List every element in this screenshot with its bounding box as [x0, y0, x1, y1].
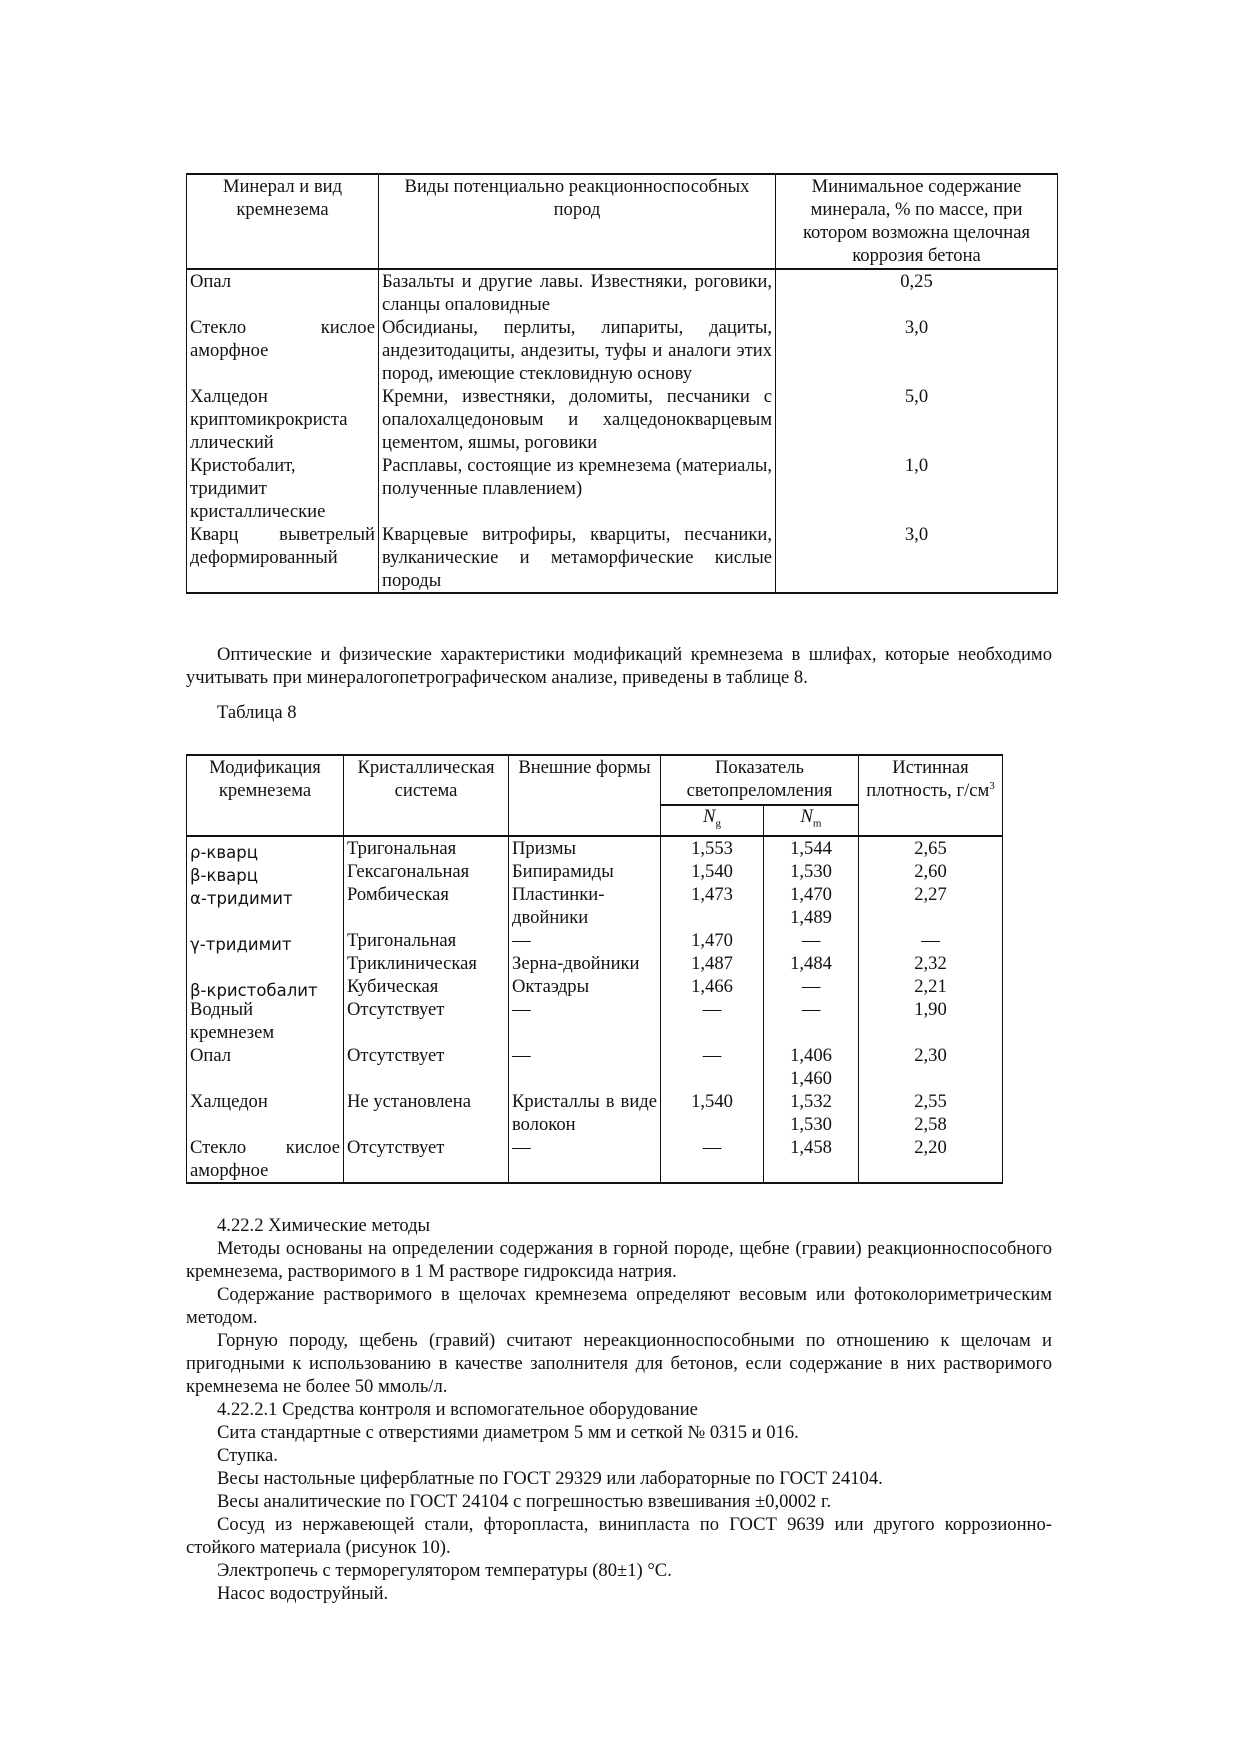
cell-crystal-system-line: Триклиническая — [347, 952, 477, 974]
cell-ng — [661, 929, 764, 975]
cell-external-forms-line: — — [512, 1136, 531, 1158]
cell-crystal-system — [344, 998, 509, 1044]
cell-density-line: — — [921, 929, 940, 951]
cell-nm — [764, 975, 859, 998]
cell-nm — [764, 998, 859, 1044]
cell-modification-line: γ-тридимит — [190, 934, 292, 954]
cell-density — [859, 929, 1003, 975]
cell-modification-line: Опал — [190, 1044, 232, 1066]
cell-rocks: Кремни, известняки, доломиты, песчаники с опалохалцедоновым и халцедонокварцевым цементом, яшмы, роговики — [379, 385, 776, 454]
cell-nm-line: 1,532 — [790, 1090, 832, 1112]
table-row — [187, 316, 1058, 385]
cell-ng — [661, 883, 764, 929]
cell-mineral: Кварц выветрелый деформированный — [187, 523, 379, 593]
cell-external-forms-line: Октаэдры — [512, 975, 590, 997]
cell-nm-line: 1,460 — [790, 1067, 832, 1089]
equipment-item: Весы настольные циферблатные по ГОСТ 29329 или лабораторные по ГОСТ 24104. — [217, 1468, 883, 1489]
cell-nm-line: — — [801, 929, 821, 951]
equipment-item: Сита стандартные с отверстиями диаметром 5 мм и сеткой № 0315 и 016. — [217, 1422, 799, 1443]
cell-ng — [661, 1044, 764, 1090]
header-rocks: Виды потенциально реакционноспособных пород — [379, 174, 776, 269]
table-row — [187, 998, 1003, 1044]
cell-crystal-system-line: Тригональная — [347, 837, 457, 859]
cell-ng-line: 1,470 — [691, 929, 733, 951]
table-header-row — [187, 755, 1003, 805]
cell-mineral: Опал — [187, 269, 379, 316]
cell-crystal-system-line: Ромбическая — [347, 883, 449, 905]
cell-external-forms — [509, 998, 661, 1044]
cell-modification-line: Халцедон — [190, 1090, 268, 1112]
cell-density-line: 2,60 — [914, 860, 947, 882]
cell-crystal-system-line: Не установлена — [347, 1090, 472, 1112]
cell-ng-line: — — [702, 1136, 722, 1158]
header-ng — [661, 805, 764, 836]
header-nm-symbol: N — [800, 806, 813, 827]
cell-min-content: 1,0 — [776, 454, 1058, 523]
cell-min-content: 3,0 — [776, 316, 1058, 385]
cell-modification-line: β-кристобалит — [190, 980, 318, 1000]
cell-ng — [661, 860, 764, 883]
cell-density-line: 2,21 — [914, 975, 947, 997]
cell-nm-line: — — [801, 998, 821, 1020]
cell-external-forms — [509, 883, 661, 929]
table-row — [187, 269, 1058, 316]
cell-external-forms — [509, 1136, 661, 1183]
cell-ng-line: 1,473 — [691, 883, 733, 905]
cell-external-forms — [509, 1090, 661, 1136]
cell-external-forms — [509, 1044, 661, 1090]
header-modification: Модификация кремнезема — [187, 755, 344, 836]
cell-min-content: 3,0 — [776, 523, 1058, 593]
cell-density — [859, 1090, 1003, 1136]
cell-external-forms — [509, 975, 661, 998]
cell-modification-line: ρ-кварц — [190, 842, 258, 862]
cell-mineral: Кристобалит, тридимит кристаллические — [187, 454, 379, 523]
cell-ng — [661, 998, 764, 1044]
cell-nm-line: 1,530 — [790, 860, 832, 882]
intro-paragraph: Оптические и физические характеристики модификаций кремнезема в шлифах, которые необходимо учитывать при минералогопетрографическом анализе, приведены в таблице 8. — [186, 644, 1052, 688]
cell-crystal-system — [344, 929, 509, 975]
cell-rocks: Базальты и другие лавы. Известняки, роговики, сланцы опаловидные — [379, 269, 776, 316]
table-silica-modifications — [186, 754, 1003, 1184]
cell-modification — [187, 975, 344, 998]
paragraph-content: Содержание растворимого в щелочах кремнезема определяют весовым или фотоколориметрическим методом. — [186, 1284, 1052, 1328]
cell-ng-line: 1,540 — [691, 860, 733, 882]
table-caption: Таблица 8 — [217, 702, 297, 723]
table-row — [187, 883, 1003, 929]
cell-modification — [187, 1044, 344, 1090]
cell-modification — [187, 860, 344, 883]
cell-nm — [764, 860, 859, 883]
cell-nm-line: 1,458 — [790, 1136, 832, 1158]
cell-ng-line: 1,540 — [691, 1090, 733, 1112]
table-row — [187, 385, 1058, 454]
equipment-item: Весы аналитические по ГОСТ 24104 с погрешностью взвешивания ±0,0002 г. — [217, 1491, 832, 1512]
cell-mineral: Халцедон криптомикрокриста ллический — [187, 385, 379, 454]
cell-density-line: 2,55 — [914, 1090, 947, 1112]
header-ng-subscript: g — [715, 817, 721, 830]
cell-crystal-system-line: Гексагональная — [347, 860, 470, 882]
cell-density-line: 2,65 — [914, 837, 947, 859]
cell-crystal-system — [344, 1136, 509, 1183]
cell-nm-line: 1,489 — [790, 906, 832, 928]
subsection-heading: 4.22.2.1 Средства контроля и вспомогательное оборудование — [217, 1399, 698, 1420]
cell-external-forms-line: Зерна-двойники — [512, 952, 640, 974]
cell-density-line: 2,30 — [914, 1044, 947, 1066]
cell-crystal-system-line: Тригональная — [347, 929, 457, 951]
cell-ng — [661, 1136, 764, 1183]
cell-density-line: 2,32 — [914, 952, 947, 974]
cell-density — [859, 836, 1003, 860]
cell-nm-line: 1,484 — [790, 952, 832, 974]
table-row — [187, 836, 1003, 860]
cell-ng — [661, 1090, 764, 1136]
section-heading: 4.22.2 Химические методы — [217, 1215, 431, 1236]
equipment-item: Насос водоструйный. — [217, 1583, 389, 1604]
cell-nm — [764, 1136, 859, 1183]
cell-ng-line: 1,487 — [691, 952, 733, 974]
cell-ng-line: 1,553 — [691, 837, 733, 859]
cell-external-forms-line: — — [512, 998, 531, 1020]
cell-nm-line: 1,544 — [790, 837, 832, 859]
equipment-item-vessel: Сосуд из нержавеющей стали, фторопласта, винипласта по ГОСТ 9639 или другого коррозионно-стойкого материала (рисунок 10). — [186, 1514, 1052, 1558]
cell-modification — [187, 998, 344, 1044]
cell-density-line: 1,90 — [914, 998, 947, 1020]
cell-ng-line: — — [702, 1044, 722, 1066]
paragraph-criteria: Горную породу, щебень (гравий) считают нереакционноспособными по отношению к щелочам и пригодными к использованию в качестве заполнителя для бетонов, если содержание в них растворимого кремнезема не более 50 ммоль/л. — [186, 1330, 1052, 1397]
cell-modification-line: α-тридимит — [190, 888, 293, 908]
cell-nm — [764, 883, 859, 929]
cell-ng-line: 1,466 — [691, 975, 733, 997]
table-row — [187, 523, 1058, 593]
cell-external-forms — [509, 860, 661, 883]
table-silica-minerals — [186, 173, 1058, 594]
cell-external-forms-line: Кристаллы в виде волокон — [512, 1090, 657, 1135]
table-row — [187, 454, 1058, 523]
equipment-item: Ступка. — [217, 1445, 278, 1466]
cell-density — [859, 1044, 1003, 1090]
header-density-exponent: 3 — [989, 780, 995, 792]
cell-modification-line: Стекло кислое аморфное — [190, 1136, 340, 1181]
table-header-row — [187, 174, 1058, 269]
cell-crystal-system — [344, 1044, 509, 1090]
table-row — [187, 975, 1003, 998]
table-row — [187, 860, 1003, 883]
cell-modification — [187, 883, 344, 929]
cell-nm-line: — — [801, 975, 821, 997]
equipment-item: Электропечь с терморегулятором температуры (80±1) °С. — [217, 1560, 672, 1581]
cell-ng — [661, 975, 764, 998]
cell-ng — [661, 836, 764, 860]
cell-density — [859, 860, 1003, 883]
cell-crystal-system-line: Отсутствует — [347, 1136, 445, 1158]
header-refraction: Показатель светопреломления — [661, 755, 859, 805]
header-ng-symbol: N — [703, 806, 716, 827]
cell-modification-line: Водный кремнезем — [190, 998, 275, 1043]
cell-nm — [764, 1044, 859, 1090]
table-row — [187, 1090, 1003, 1136]
cell-density — [859, 998, 1003, 1044]
header-crystal-system: Кристаллическая система — [344, 755, 509, 836]
cell-density — [859, 1136, 1003, 1183]
cell-density — [859, 975, 1003, 998]
cell-crystal-system-line: Отсутствует — [347, 998, 445, 1020]
cell-ng-line: — — [702, 998, 722, 1020]
cell-crystal-system-line: Кубическая — [347, 975, 439, 997]
header-external-forms: Внешние формы — [509, 755, 661, 836]
header-density-text: Истинная плотность, г/см — [866, 757, 990, 801]
cell-min-content: 0,25 — [776, 269, 1058, 316]
cell-crystal-system — [344, 860, 509, 883]
cell-density-line: 2,58 — [914, 1113, 947, 1135]
cell-external-forms-line: Пластинки-двойники — [512, 883, 605, 928]
table-row — [187, 1044, 1003, 1090]
cell-external-forms-line: Призмы — [512, 837, 577, 859]
cell-crystal-system — [344, 836, 509, 860]
cell-external-forms-line: — — [512, 929, 531, 951]
cell-density-line: 2,27 — [914, 883, 947, 905]
cell-nm — [764, 1090, 859, 1136]
header-min-content: Минимальное содержание минерала, % по массе, при котором возможна щелочная коррозия бетона — [776, 174, 1058, 269]
cell-rocks: Обсидианы, перлиты, липариты, дациты, андезитодациты, андезиты, туфы и аналоги этих пород, имеющие стекловидную основу — [379, 316, 776, 385]
cell-modification-line: β-кварц — [190, 865, 258, 885]
cell-external-forms — [509, 836, 661, 860]
cell-external-forms — [509, 929, 661, 975]
cell-modification — [187, 929, 344, 975]
cell-external-forms-line: Бипирамиды — [512, 860, 614, 882]
cell-nm — [764, 929, 859, 975]
header-nm — [764, 805, 859, 836]
cell-external-forms-line: — — [512, 1044, 531, 1066]
cell-rocks: Расплавы, состоящие из кремнезема (материалы, полученные плавлением) — [379, 454, 776, 523]
table-body — [187, 836, 1003, 1183]
cell-nm — [764, 836, 859, 860]
cell-crystal-system — [344, 1090, 509, 1136]
cell-nm-line: 1,530 — [790, 1113, 832, 1135]
cell-modification — [187, 1136, 344, 1183]
cell-nm-line: 1,406 — [790, 1044, 832, 1066]
header-density — [859, 755, 1003, 836]
cell-density — [859, 883, 1003, 929]
cell-crystal-system-line: Отсутствует — [347, 1044, 445, 1066]
cell-min-content: 5,0 — [776, 385, 1058, 454]
header-mineral: Минерал и вид кремнезема — [187, 174, 379, 269]
paragraph-methods: Методы основаны на определении содержания в горной породе, щебне (гравии) реакционноспособного кремнезема, растворимого в 1 М растворе гидроксида натрия. — [186, 1238, 1052, 1282]
table-row — [187, 1136, 1003, 1183]
cell-modification — [187, 836, 344, 860]
cell-crystal-system — [344, 975, 509, 998]
cell-mineral: Стекло кислое аморфное — [187, 316, 379, 385]
cell-modification — [187, 1090, 344, 1136]
table-row — [187, 929, 1003, 975]
cell-nm-line: 1,470 — [790, 883, 832, 905]
cell-rocks: Кварцевые витрофиры, кварциты, песчаники, вулканические и метаморфические кислые породы — [379, 523, 776, 593]
header-nm-subscript: m — [812, 817, 822, 830]
cell-crystal-system — [344, 883, 509, 929]
cell-density-line: 2,20 — [914, 1136, 947, 1158]
